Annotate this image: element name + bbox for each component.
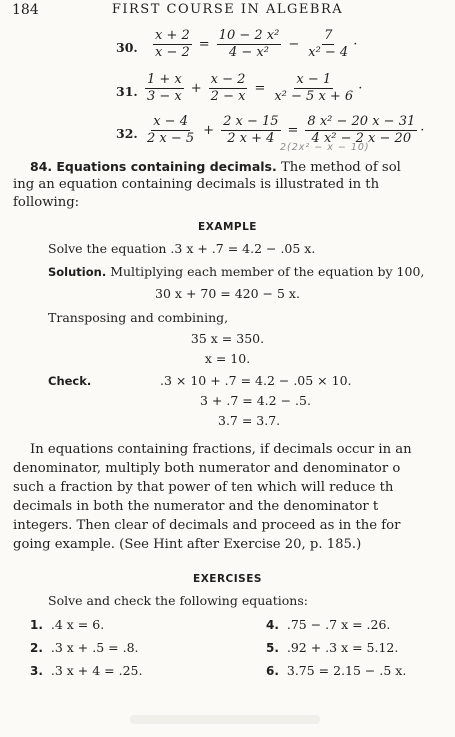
exercise-item: 5. .92 + .3 x = 5.12. xyxy=(266,640,399,655)
check-label: Check. xyxy=(48,374,92,388)
paragraph-line: denominator, multiply both numerator and denominator o xyxy=(13,461,401,476)
fraction: $\frac{2 x - 15}{2 x + 4}$ xyxy=(223,114,279,147)
paragraph-line: going example. (See Hint after Exercise 20, p. 185.) xyxy=(13,537,362,552)
solution-label: Solution. xyxy=(48,265,107,279)
handwritten-note: 2(2x² − x − 10) xyxy=(280,142,370,153)
intro-line: The method of sol xyxy=(280,160,401,175)
transposing-line: Transposing and combining, xyxy=(48,310,229,325)
check-line: 3.7 = 3.7. xyxy=(218,413,281,428)
equation-line: 35 x = 350. xyxy=(190,331,265,346)
fraction: $\frac{x - 2}{2 - x}$ xyxy=(210,72,246,105)
running-title: FIRST COURSE IN ALGEBRA xyxy=(111,2,344,17)
fraction: $\frac{\text{10 − 2 x²}}{\text{4 − x²}}$ xyxy=(218,28,280,61)
problem-31-equation: $\frac{1 + x}{3 - x}$ + $\frac{x - 2}{2 - x}$ = $\frac{x - 1}{\text{x² − 5 x + 6}}$ · xyxy=(147,72,363,105)
exercise-item: 4. .75 − .7 x = .26. xyxy=(266,617,391,632)
equation-line: 30 x + 70 = 420 − 5 x. xyxy=(155,286,300,301)
check-line: 3 + .7 = 4.2 − .5. xyxy=(200,393,311,408)
fraction: $\frac{x - 4}{2 x - 5}$ xyxy=(147,114,195,147)
solution-line xyxy=(48,264,424,279)
intro-line: following: xyxy=(13,195,80,210)
exercise-item: 1. .4 x = 6. xyxy=(30,617,105,632)
equation-line: x = 10. xyxy=(204,351,251,366)
problem-number-31: 31. xyxy=(116,84,138,99)
exercise-item: 2. .3 x + .5 = .8. xyxy=(30,640,139,655)
solution-text: Multiplying each member of the equation by 100, xyxy=(110,264,425,279)
section-title: Equations containing decimals. xyxy=(56,159,277,174)
fraction: $\frac{1 + x}{3 - x}$ xyxy=(147,72,182,105)
exercise-item: 6. 3.75 = 2.15 − .5 x. xyxy=(266,663,407,678)
check-line: .3 × 10 + .7 = 4.2 − .05 × 10. xyxy=(160,373,352,388)
problem-30-equation: $\frac{x + 2}{x - 2}$ = $\frac{\text{10 − 2 x²}}{\text{4 − x²}}$ − $\frac{7}{\text{x² − 4}}$ · xyxy=(155,28,358,61)
fraction: $\frac{x + 2}{x - 2}$ xyxy=(155,28,190,61)
section-number: 84. xyxy=(30,159,53,174)
paragraph-line: integers. Then clear of decimals and proceed as in the for xyxy=(13,518,401,533)
exercises-instruction: Solve and check the following equations: xyxy=(48,593,308,608)
faint-scan-mark xyxy=(130,715,320,724)
problem-number-32: 32. xyxy=(116,126,138,141)
fraction: $\frac{7}{\text{x² − 4}}$ xyxy=(308,28,349,61)
page-number: 184 xyxy=(12,2,39,18)
exercise-item: 3. .3 x + 4 = .25. xyxy=(30,663,143,678)
intro-line: ing an equation containing decimals is illustrated in th xyxy=(13,177,380,192)
example-heading: EXAMPLE xyxy=(198,221,257,233)
fraction: $\frac{x - 1}{\text{x² − 5 x + 6}}$ xyxy=(274,72,354,105)
example-statement: Solve the equation .3 x + .7 = 4.2 − .05 x. xyxy=(48,241,316,256)
problem-32-equation: $\frac{x - 4}{2 x - 5}$ + $\frac{2 x - 15}{2 x + 4}$ = $\frac{\text{8 x² − 20 x − 31}}{\text{4 x² − 2 x − 20}}$ · xyxy=(147,114,425,147)
paragraph-line: In equations containing fractions, if decimals occur in an xyxy=(30,442,412,457)
paragraph-line: decimals in both the numerator and the denominator t xyxy=(13,499,379,514)
fraction: $\frac{\text{8 x² − 20 x − 31}}{\text{4 x² − 2 x − 20}}$ xyxy=(307,114,416,147)
problem-number-30: 30. xyxy=(116,40,138,55)
section-heading xyxy=(30,158,455,177)
paragraph-line: such a fraction by that power of ten which will reduce th xyxy=(13,480,394,495)
exercises-heading: EXERCISES xyxy=(193,573,262,585)
